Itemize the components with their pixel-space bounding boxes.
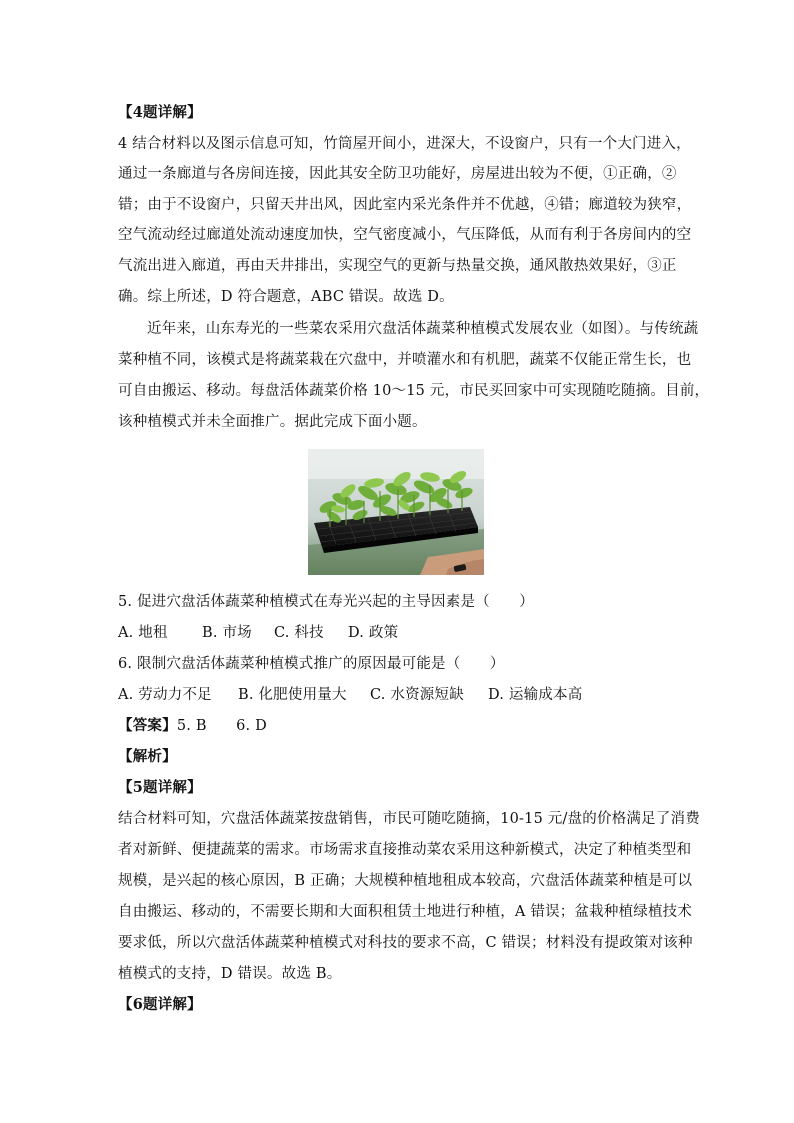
section5-line-6: 植模式的支持，D 错误。故选 B。 <box>118 966 342 982</box>
section4-line-5: 气流出进入廊道，再由天井排出，实现空气的更新与热量交换，通风散热效果好，③正 <box>118 258 677 274</box>
passage-line-3: 可自由搬运、移动。每盘活体蔬菜价格 10～15 元，市民买回家中可实现随吃随摘。目前， <box>118 383 710 399</box>
question-5-stem: 5. 促进穴盘活体蔬菜种植模式在寿光兴起的主导因素是（ ） <box>118 594 534 610</box>
passage-line-1: 近年来，山东寿光的一些菜农采用穴盘活体蔬菜种植模式发展农业（如图）。与传统蔬 <box>147 321 699 337</box>
section5-line-5: 要求低，所以穴盘活体蔬菜种植模式对科技的要求不高，C 错误；材料没有提政策对该种 <box>118 935 693 951</box>
question-5-option-d: D. 政策 <box>348 625 399 641</box>
section6-heading: 【6题详解】 <box>118 996 202 1013</box>
section5-line-2: 者对新鲜、便捷蔬菜的需求。市场需求直接推动菜农采用这种新模式，决定了种植类型和 <box>118 842 692 858</box>
question-6-option-c: C. 水资源短缺 <box>370 687 464 703</box>
section4-line-6: 确。综上所述，D 符合题意，ABC 错误。故选 D。 <box>118 289 454 305</box>
question-5-option-b: B. 市场 <box>202 625 252 641</box>
question-6-option-d: D. 运输成本高 <box>488 687 583 703</box>
section5-line-3: 规模，是兴起的核心原因，B 正确；大规模种植地租成本较高，穴盘活体蔬菜种植是可以 <box>118 873 693 889</box>
section4-line-2: 通过一条廊道与各房间连接，因此其安全防卫功能好，房屋进出较为不便，①正确，② <box>118 166 677 182</box>
question-5-options <box>118 623 398 643</box>
passage-line-4: 该种植模式并未全面推广。据此完成下面小题。 <box>118 414 427 430</box>
answer-line <box>118 716 267 736</box>
answer-text: 5. B 6. D <box>176 718 267 734</box>
question-6-option-a: A. 劳动力不足 <box>118 687 212 703</box>
question-5-option-c: C. 科技 <box>274 625 324 641</box>
section4-line-3: 错；由于不设窗户，只留天井出风，因此室内采光条件并不优越，④错；廊道较为狭窄， <box>118 197 692 213</box>
section4-line-4: 空气流动经过廊道处流动速度加快，空气密度减小，气压降低，从而有利于各房间内的空 <box>118 227 692 243</box>
section5-line-4: 自由搬运、移动的，不需要长期和大面积租赁土地进行种植，A 错误；盆栽种植绿植技术 <box>118 904 693 920</box>
passage-line-2: 菜种植不同，该模式是将蔬菜栽在穴盘中，并喷灌水和有机肥，蔬菜不仅能正常生长，也 <box>118 352 692 368</box>
question-6-option-b: B. 化肥使用量大 <box>238 687 347 703</box>
question-6-options <box>118 685 582 705</box>
section5-line-1: 结合材料可知，穴盘活体蔬菜按盘销售，市民可随吃随摘，10-15 元/盘的价格满足了消费 <box>118 811 700 827</box>
section5-heading: 【5题详解】 <box>118 779 202 796</box>
seedling-tray-photo <box>308 449 484 575</box>
section4-line-1: 4 结合材料以及图示信息可知，竹筒屋开间小，进深大，不设窗户，只有一个大门进入， <box>118 136 691 152</box>
section4-heading: 【4题详解】 <box>118 104 202 121</box>
question-6-stem: 6. 限制穴盘活体蔬菜种植模式推广的原因最可能是（ ） <box>118 656 505 672</box>
analysis-heading: 【解析】 <box>118 748 177 765</box>
question-5-option-a: A. 地租 <box>118 625 168 641</box>
answer-label: 【答案】 <box>118 717 177 734</box>
